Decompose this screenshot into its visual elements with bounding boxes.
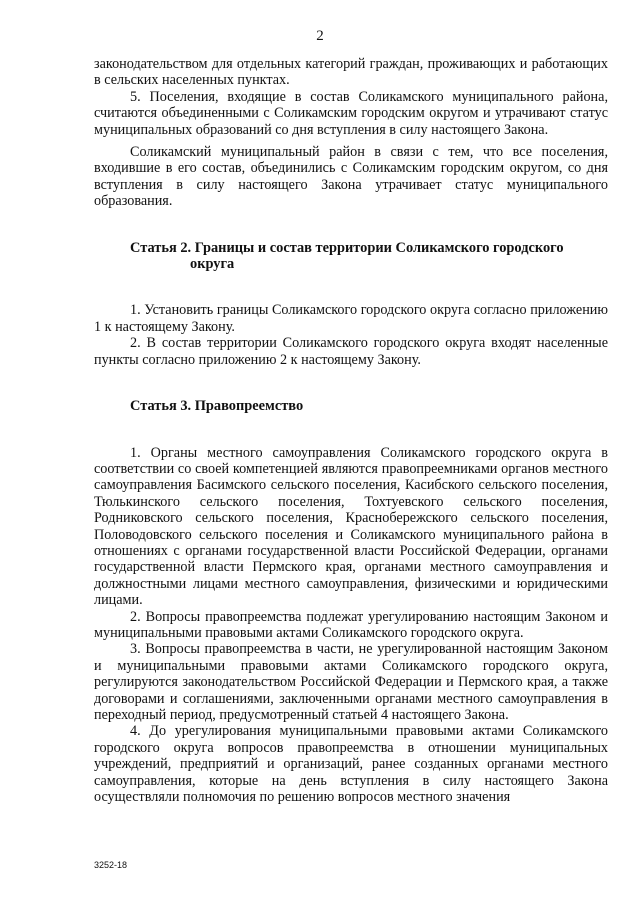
paragraph-district-status: Соликамский муниципальный район в связи с тем, что все поселения, входившие в его состав, объединились с Соликамским городским округом, со дня вступления в силу настоящего Закона утрачивает статус муниципального образования. <box>94 144 608 210</box>
document-body <box>94 56 608 805</box>
article-2-paragraph-1: 1. Установить границы Соликамского городского округа согласно приложению 1 к настоящему Закону. <box>94 302 608 335</box>
article-3-paragraph-1: 1. Органы местного самоуправления Соликамского городского округа в соответствии со своей компетенцией являются правопреемниками органов местного самоуправления Басимского сельского поселения, Касибского сельского поселения, Тюлькинского сельского поселения, Тохтуевского сельского поселения, Родниковского сельского поселения, Краснобережского сельского поселения, Половодовского сельского поселения и Соликамского муниципального района в отношениях с органами государственной власти Российской Федерации, органами государственной власти Пермского края, органами местного самоуправления и должностными лицами местного самоуправления, физическими и юридическими лицами. <box>94 444 608 609</box>
article-3-paragraph-2: 2. Вопросы правопреемства подлежат урегулированию настоящим Законом и муниципальными правовыми актами Соликамского городского округа. <box>94 608 608 641</box>
article-2-paragraph-2: 2. В состав территории Соликамского городского округа входят населенные пункты согласно приложению 2 к настоящему Закону. <box>94 335 608 368</box>
article-3-paragraph-3: 3. Вопросы правопреемства в части, не урегулированной настоящим Законом и муниципальными правовыми актами Соликамского городского округа, регулируются законодательством Российской Федерации и Пермского края, а также договорами и соглашениями, заключенными органами местного самоуправления в переходный период, предусмотренный статьей 4 настоящего Закона. <box>94 641 608 723</box>
paragraph-item-5: 5. Поселения, входящие в состав Соликамского муниципального района, считаются объединенными с Соликамским городским округом и утрачивают статус муниципальных образований со дня вступления в силу настоящего Закона. <box>94 88 608 138</box>
article-2-heading-line2: округа <box>190 256 235 273</box>
article-3-heading: Статья 3. Правопреемство <box>130 398 304 415</box>
article-2-heading-line1: Статья 2. Границы и состав территории Соликамского городского <box>130 239 564 256</box>
paragraph-continuation: законодательством для отдельных категорий граждан, проживающих и работающих в сельских населенных пунктах. <box>94 56 608 89</box>
document-code: 3252-18 <box>94 860 128 870</box>
article-2-heading <box>94 240 608 273</box>
article-3-paragraph-4: 4. До урегулирования муниципальными правовыми актами Соликамского городского округа вопросов правопреемства в отношении муниципальных учреждений, предприятий и организаций, ранее созданных органами местного самоуправления, которые на день вступления в силу настоящего Закона осуществляли полномочия по решению вопросов местного значения <box>94 723 608 806</box>
page-number: 2 <box>316 28 324 44</box>
